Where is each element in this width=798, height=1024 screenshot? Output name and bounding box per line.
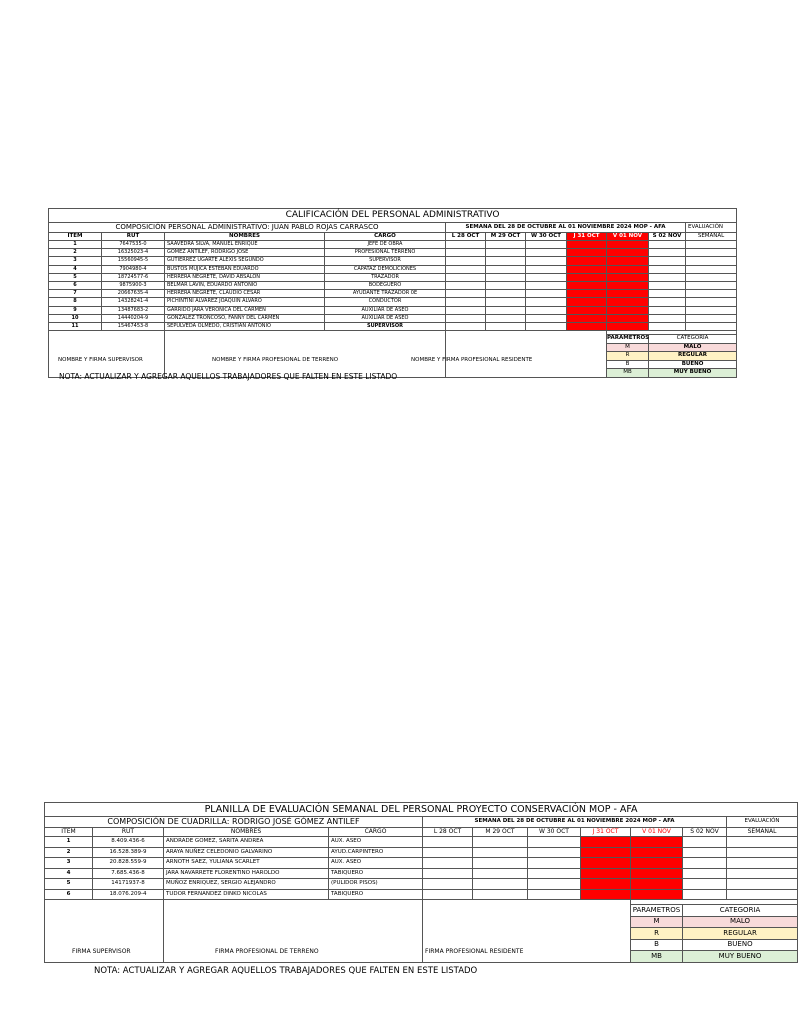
param-code-r: R — [631, 928, 683, 940]
rating-cell[interactable] — [649, 314, 686, 322]
rating-cell[interactable] — [683, 858, 727, 869]
rating-cell[interactable] — [486, 306, 526, 314]
rating-cell[interactable] — [631, 837, 683, 848]
name-cell: TUDOR FERNANDEZ DINKO NICOLAS — [164, 889, 329, 900]
evaluation-label-top: EVALUACIÓN — [727, 817, 798, 828]
item-cell: 2 — [49, 249, 102, 257]
rating-cell[interactable] — [486, 265, 526, 273]
rating-cell[interactable] — [607, 257, 649, 265]
name-cell: SAAVEDRA SILVA, MANUEL ENRIQUE — [165, 241, 325, 249]
rating-cell[interactable] — [683, 879, 727, 890]
param-label-muy-bueno: MUY BUENO — [683, 951, 798, 963]
rut-cell: 18724577-6 — [102, 273, 165, 281]
weekly-evaluation-cell[interactable] — [686, 241, 737, 249]
rating-cell[interactable] — [631, 879, 683, 890]
rating-cell[interactable] — [423, 889, 473, 900]
rating-cell[interactable] — [486, 249, 526, 257]
header-day-tue: M 29 OCT — [473, 828, 528, 837]
table-row — [45, 868, 798, 879]
param-label-muy-bueno: MUY BUENO — [649, 369, 737, 378]
item-cell: 6 — [45, 889, 93, 900]
name-cell: ANDRADE GOMEZ, SARITA ANDREA — [164, 837, 329, 848]
rating-cell[interactable] — [631, 889, 683, 900]
rut-cell: 7.685.436-8 — [93, 868, 164, 879]
table-row — [49, 249, 737, 257]
rating-cell[interactable] — [581, 837, 631, 848]
header-day-tue: M 29 OCT — [486, 233, 526, 241]
rating-cell[interactable] — [567, 265, 607, 273]
rating-cell[interactable] — [473, 847, 528, 858]
rating-cell[interactable] — [526, 249, 567, 257]
header-day-sat: S 02 NOV — [683, 828, 727, 837]
weekly-evaluation-cell[interactable] — [686, 298, 737, 306]
param-label-bueno: BUENO — [649, 360, 737, 369]
rating-cell[interactable] — [581, 868, 631, 879]
params-header: PARAMETROS — [607, 335, 650, 342]
rating-cell[interactable] — [486, 281, 526, 289]
item-cell: 7 — [49, 290, 102, 298]
weekly-evaluation-cell[interactable] — [686, 281, 737, 289]
rating-cell[interactable] — [486, 273, 526, 281]
rating-cell[interactable] — [528, 858, 581, 869]
signature-supervisor-label: NOMBRE Y FIRMA SUPERVISOR — [58, 357, 143, 363]
rating-cell[interactable] — [528, 879, 581, 890]
table-row — [45, 847, 798, 858]
evaluation-label-bottom: SEMANAL — [727, 828, 798, 837]
header-day-fri: V 01 NOV — [631, 828, 683, 837]
rating-cell[interactable] — [607, 322, 649, 330]
signature-terreno-label: FIRMA PROFESIONAL DE TERRENO — [215, 948, 319, 955]
cargo-cell: AUXILIAR DE ASEO — [325, 306, 446, 314]
param-code-mb: MB — [607, 369, 649, 378]
weekly-evaluation-cell[interactable] — [727, 879, 798, 890]
rating-cell[interactable] — [607, 314, 649, 322]
rating-cell[interactable] — [486, 314, 526, 322]
rut-cell: 9875900-3 — [102, 281, 165, 289]
rating-cell[interactable] — [683, 889, 727, 900]
cargo-cell: AUX. ASEO — [329, 837, 423, 848]
name-cell: BELMAR LAVIN, EDUARDO ANTONIO — [165, 281, 325, 289]
weekly-evaluation-cell[interactable] — [686, 249, 737, 257]
sheet-title: PLANILLA DE EVALUACIÓN SEMANAL DEL PERSONAL PROYECTO CONSERVACIÓN MOP - AFA — [45, 803, 798, 817]
cargo-cell: JEFE DE OBRA — [325, 241, 446, 249]
rating-cell[interactable] — [683, 868, 727, 879]
rating-cell[interactable] — [649, 298, 686, 306]
rating-cell[interactable] — [526, 257, 567, 265]
cargo-cell: BODEGUERO — [325, 281, 446, 289]
crew-rows — [45, 837, 798, 900]
name-cell: GOMEZ ANTILEF, RODRIGO JOSE — [165, 249, 325, 257]
rut-cell: 16325023-4 — [102, 249, 165, 257]
cargo-cell: AYUD.CARPINTERO — [329, 847, 423, 858]
cargo-cell: TRAZADOR — [325, 273, 446, 281]
table-row — [45, 879, 798, 890]
name-cell: GARRIDO JARA VERONICA DEL CARMEN — [165, 306, 325, 314]
rating-cell[interactable] — [567, 314, 607, 322]
item-cell: 3 — [45, 858, 93, 869]
header-nombres: NOMBRES — [164, 828, 329, 837]
rating-cell[interactable] — [446, 265, 486, 273]
param-code-m: M — [607, 343, 649, 352]
cargo-cell: SUPERVISOR — [325, 322, 446, 330]
rating-cell[interactable] — [683, 837, 727, 848]
rating-cell[interactable] — [446, 298, 486, 306]
param-code-b: B — [607, 360, 649, 369]
rating-cell[interactable] — [649, 241, 686, 249]
rating-cell[interactable] — [567, 249, 607, 257]
rating-cell[interactable] — [607, 249, 649, 257]
item-cell: 8 — [49, 298, 102, 306]
rating-cell[interactable] — [607, 298, 649, 306]
param-code-r: R — [607, 352, 649, 361]
name-cell: ARAYA NUÑEZ CELEDONIO GALVARINO — [164, 847, 329, 858]
item-cell: 1 — [49, 241, 102, 249]
header-day-mon: L 28 OCT — [446, 233, 486, 241]
rating-cell[interactable] — [526, 265, 567, 273]
rating-cell[interactable] — [607, 290, 649, 298]
param-label-malo: MALO — [683, 916, 798, 928]
rating-cell[interactable] — [683, 847, 727, 858]
table-row — [49, 298, 737, 306]
name-cell: HERRERA NEGRETE, DAVID ABSALON — [165, 273, 325, 281]
weekly-evaluation-cell[interactable] — [686, 314, 737, 322]
signature-terreno-label: NOMBRE Y FIRMA PROFESIONAL DE TERRENO — [212, 357, 339, 363]
rating-cell[interactable] — [446, 273, 486, 281]
signature-supervisor-cell — [49, 331, 102, 378]
rating-cell[interactable] — [581, 879, 631, 890]
header-day-fri: V 01 NOV — [607, 233, 649, 241]
rating-cell[interactable] — [567, 281, 607, 289]
param-label-regular: REGULAR — [649, 352, 737, 361]
rating-cell[interactable] — [649, 306, 686, 314]
rating-cell[interactable] — [649, 273, 686, 281]
weekly-evaluation-cell[interactable] — [727, 847, 798, 858]
cargo-cell: AYUDANTE TRAZADOR 0E — [325, 290, 446, 298]
table-row — [45, 837, 798, 848]
weekly-evaluation-cell[interactable] — [686, 273, 737, 281]
sheet-title: CALIFICACIÓN DEL PERSONAL ADMINISTRATIVO — [49, 209, 737, 223]
rating-cell[interactable] — [528, 837, 581, 848]
header-cargo: CARGO — [329, 828, 423, 837]
weekly-evaluation-cell[interactable] — [727, 868, 798, 879]
weekly-crew-evaluation-sheet — [44, 802, 798, 963]
item-cell: 5 — [49, 273, 102, 281]
category-header: CATEGORIA — [683, 905, 798, 917]
admin-staff-rows — [49, 241, 737, 331]
rating-cell[interactable] — [526, 306, 567, 314]
item-cell: 4 — [49, 265, 102, 273]
rating-cell[interactable] — [423, 858, 473, 869]
item-cell: 11 — [49, 322, 102, 330]
rating-cell[interactable] — [526, 322, 567, 330]
cargo-cell: TABIQUERO — [329, 889, 423, 900]
name-cell: MUÑOZ ENRIQUEZ, SERGIO ALEJANDRO — [164, 879, 329, 890]
rating-cell[interactable] — [526, 298, 567, 306]
rating-cell[interactable] — [446, 306, 486, 314]
rating-cell[interactable] — [486, 298, 526, 306]
cargo-cell: TABIQUERO — [329, 868, 423, 879]
rating-cell[interactable] — [528, 889, 581, 900]
item-cell: 4 — [45, 868, 93, 879]
item-cell: 9 — [49, 306, 102, 314]
signature-residente-label: FIRMA PROFESIONAL RESIDENTE — [425, 948, 524, 955]
table-row — [49, 290, 737, 298]
rating-cell[interactable] — [486, 322, 526, 330]
cargo-cell: PROFESIONAL TERRENO — [325, 249, 446, 257]
rating-cell[interactable] — [607, 265, 649, 273]
param-label-bueno: BUENO — [683, 939, 798, 951]
rating-cell[interactable] — [446, 290, 486, 298]
header-day-thu: J 31 OCT — [581, 828, 631, 837]
rating-cell[interactable] — [526, 290, 567, 298]
table-row — [49, 281, 737, 289]
param-label-malo: MALO — [649, 343, 737, 352]
weekly-evaluation-cell[interactable] — [727, 889, 798, 900]
name-cell: BUSTOS MUJICA ESTEBAN EDUARDO — [165, 265, 325, 273]
update-note: NOTA: ACTUALIZAR Y AGREGAR AQUELLOS TRABAJADORES QUE FALTEN EN ESTE LISTADO — [59, 372, 398, 381]
signature-residente-label: NOMBRE Y FIRMA PROFESIONAL RESIDENTE — [411, 357, 533, 363]
rating-cell[interactable] — [526, 241, 567, 249]
rut-cell: 20.828.559-9 — [93, 858, 164, 869]
rating-cell[interactable] — [581, 847, 631, 858]
header-day-mon: L 28 OCT — [423, 828, 473, 837]
item-cell: 5 — [45, 879, 93, 890]
rating-cell[interactable] — [486, 241, 526, 249]
rut-cell: 13487683-2 — [102, 306, 165, 314]
rating-cell[interactable] — [649, 265, 686, 273]
composition-label: COMPOSICIÓN PERSONAL ADMINISTRATIVO: JUAN PABLO ROJAS CARRASCO — [49, 223, 446, 233]
rating-cell[interactable] — [473, 858, 528, 869]
rating-cell[interactable] — [607, 241, 649, 249]
rating-cell[interactable] — [526, 314, 567, 322]
header-item: ITEM — [45, 828, 93, 837]
rut-cell: 14328241-4 — [102, 298, 165, 306]
rut-cell: 8.409.436-6 — [93, 837, 164, 848]
rating-cell[interactable] — [526, 281, 567, 289]
header-item: ITEM — [49, 233, 102, 241]
rating-cell[interactable] — [473, 868, 528, 879]
cargo-cell: SUPERVISOR — [325, 257, 446, 265]
rating-cell[interactable] — [473, 879, 528, 890]
rating-cell[interactable] — [473, 889, 528, 900]
weekly-evaluation-cell[interactable] — [727, 858, 798, 869]
name-cell: ARNOTH SAEZ, YULIANA SCARLET — [164, 858, 329, 869]
header-day-wed: W 30 OCT — [528, 828, 581, 837]
rating-cell[interactable] — [446, 241, 486, 249]
weekly-evaluation-cell[interactable] — [686, 290, 737, 298]
evaluation-label-bottom: SEMANAL — [686, 233, 737, 241]
rating-cell[interactable] — [423, 868, 473, 879]
name-cell: HERRERA NEGRETE, CLAUDIO CESAR — [165, 290, 325, 298]
name-cell: JARA NAVARRETE FLORENTINO HAROLDO — [164, 868, 329, 879]
rut-cell: 14171937-8 — [93, 879, 164, 890]
rut-cell: 7904980-4 — [102, 265, 165, 273]
weekly-evaluation-cell[interactable] — [727, 837, 798, 848]
header-day-wed: W 30 OCT — [526, 233, 567, 241]
rating-cell[interactable] — [446, 314, 486, 322]
week-label: SEMANA DEL 28 DE OCTUBRE AL 01 NOVIEMBRE 2024 MOP - AFA — [446, 223, 686, 233]
rating-cell[interactable] — [528, 868, 581, 879]
item-cell: 2 — [45, 847, 93, 858]
rating-cell[interactable] — [567, 241, 607, 249]
update-note: NOTA: ACTUALIZAR Y AGREGAR AQUELLOS TRABAJADORES QUE FALTEN EN ESTE LISTADO — [94, 966, 478, 976]
rating-cell[interactable] — [581, 889, 631, 900]
item-cell: 1 — [45, 837, 93, 848]
table-row — [49, 257, 737, 265]
rating-cell[interactable] — [473, 837, 528, 848]
week-label: SEMANA DEL 28 DE OCTUBRE AL 01 NOVIEMBRE 2024 MOP - AFA — [423, 817, 727, 828]
rating-cell[interactable] — [526, 273, 567, 281]
rating-cell[interactable] — [486, 290, 526, 298]
category-header: CATEGORIA — [649, 335, 737, 344]
cargo-cell: CAPATAZ DEMOLICIONES — [325, 265, 446, 273]
header-day-sat: S 02 NOV — [649, 233, 686, 241]
table-row — [45, 858, 798, 869]
signature-terreno-area[interactable] — [165, 331, 446, 378]
rating-cell[interactable] — [567, 273, 607, 281]
table-row — [49, 322, 737, 330]
cargo-cell: (PULIDOR PISOS) — [329, 879, 423, 890]
signature-residente-area[interactable] — [446, 331, 607, 378]
rating-cell[interactable] — [607, 281, 649, 289]
table-row — [49, 265, 737, 273]
evaluation-label-top: EVALUACIÓN — [686, 223, 737, 233]
cargo-cell: AUXILIAR DE ASEO — [325, 314, 446, 322]
rating-cell[interactable] — [631, 858, 683, 869]
rut-cell: 18.076.209-4 — [93, 889, 164, 900]
rating-cell[interactable] — [486, 257, 526, 265]
param-code-b: B — [631, 939, 683, 951]
rut-cell: 16.528.389-9 — [93, 847, 164, 858]
cargo-cell: AUX. ASEO — [329, 858, 423, 869]
rating-cell[interactable] — [567, 298, 607, 306]
weekly-evaluation-cell[interactable] — [686, 306, 737, 314]
administrative-rating-sheet — [48, 208, 737, 378]
item-cell: 10 — [49, 314, 102, 322]
rating-cell[interactable] — [607, 306, 649, 314]
table-row — [45, 889, 798, 900]
params-header: PARAMETROS — [631, 905, 683, 917]
rating-cell[interactable] — [567, 257, 607, 265]
header-rut: RUT — [93, 828, 164, 837]
item-cell: 3 — [49, 257, 102, 265]
rating-cell[interactable] — [581, 858, 631, 869]
param-code-mb: MB — [631, 951, 683, 963]
rating-cell[interactable] — [649, 257, 686, 265]
header-rut: RUT — [102, 233, 165, 241]
param-code-m: M — [631, 916, 683, 928]
weekly-evaluation-cell[interactable] — [686, 257, 737, 265]
rating-cell[interactable] — [423, 879, 473, 890]
rating-cell[interactable] — [446, 281, 486, 289]
item-cell: 6 — [49, 281, 102, 289]
rating-cell[interactable] — [567, 306, 607, 314]
rating-cell[interactable] — [446, 322, 486, 330]
header-nombres: NOMBRES — [165, 233, 325, 241]
header-day-thu: J 31 OCT — [567, 233, 607, 241]
name-cell: GONZALEZ TRONCOSO, FANNY DEL CARMEN — [165, 314, 325, 322]
rating-cell[interactable] — [631, 847, 683, 858]
rating-cell[interactable] — [528, 847, 581, 858]
rating-cell[interactable] — [446, 249, 486, 257]
table-row — [49, 314, 737, 322]
rating-cell[interactable] — [423, 847, 473, 858]
table-row — [49, 306, 737, 314]
table-row — [49, 273, 737, 281]
header-cargo: CARGO — [325, 233, 446, 241]
rating-cell[interactable] — [631, 868, 683, 879]
table-row — [49, 241, 737, 249]
cargo-cell: CONDUCTOR — [325, 298, 446, 306]
name-cell: GUTIERREZ UGARTE ALEXIS SEGUNDO — [165, 257, 325, 265]
rating-cell[interactable] — [649, 249, 686, 257]
rating-cell[interactable] — [567, 290, 607, 298]
composition-label: COMPOSICIÓN DE CUADRILLA: RODRIGO JOSÉ GÓMEZ ANTILEF — [45, 817, 423, 828]
rating-cell[interactable] — [423, 837, 473, 848]
param-label-regular: REGULAR — [683, 928, 798, 940]
rut-cell: 15467453-8 — [102, 322, 165, 330]
weekly-evaluation-cell[interactable] — [686, 265, 737, 273]
name-cell: PICHINTINI ALVAREZ JOAQUIN ALVARO — [165, 298, 325, 306]
signature-supervisor-area[interactable] — [102, 331, 165, 378]
name-cell: SEPULVEDA OLMEDO, CRISTIAN ANTONIO — [165, 322, 325, 330]
signature-supervisor-label: FIRMA SUPERVISOR — [72, 948, 131, 955]
rut-cell: 20667635-4 — [102, 290, 165, 298]
rut-cell: 7647535-0 — [102, 241, 165, 249]
rating-cell[interactable] — [607, 273, 649, 281]
rating-cell[interactable] — [567, 322, 607, 330]
rating-cell[interactable] — [649, 290, 686, 298]
rating-cell[interactable] — [446, 257, 486, 265]
rating-cell[interactable] — [649, 322, 686, 330]
weekly-evaluation-cell[interactable] — [686, 322, 737, 330]
rut-cell: 15560945-5 — [102, 257, 165, 265]
rating-cell[interactable] — [649, 281, 686, 289]
rut-cell: 14440204-9 — [102, 314, 165, 322]
